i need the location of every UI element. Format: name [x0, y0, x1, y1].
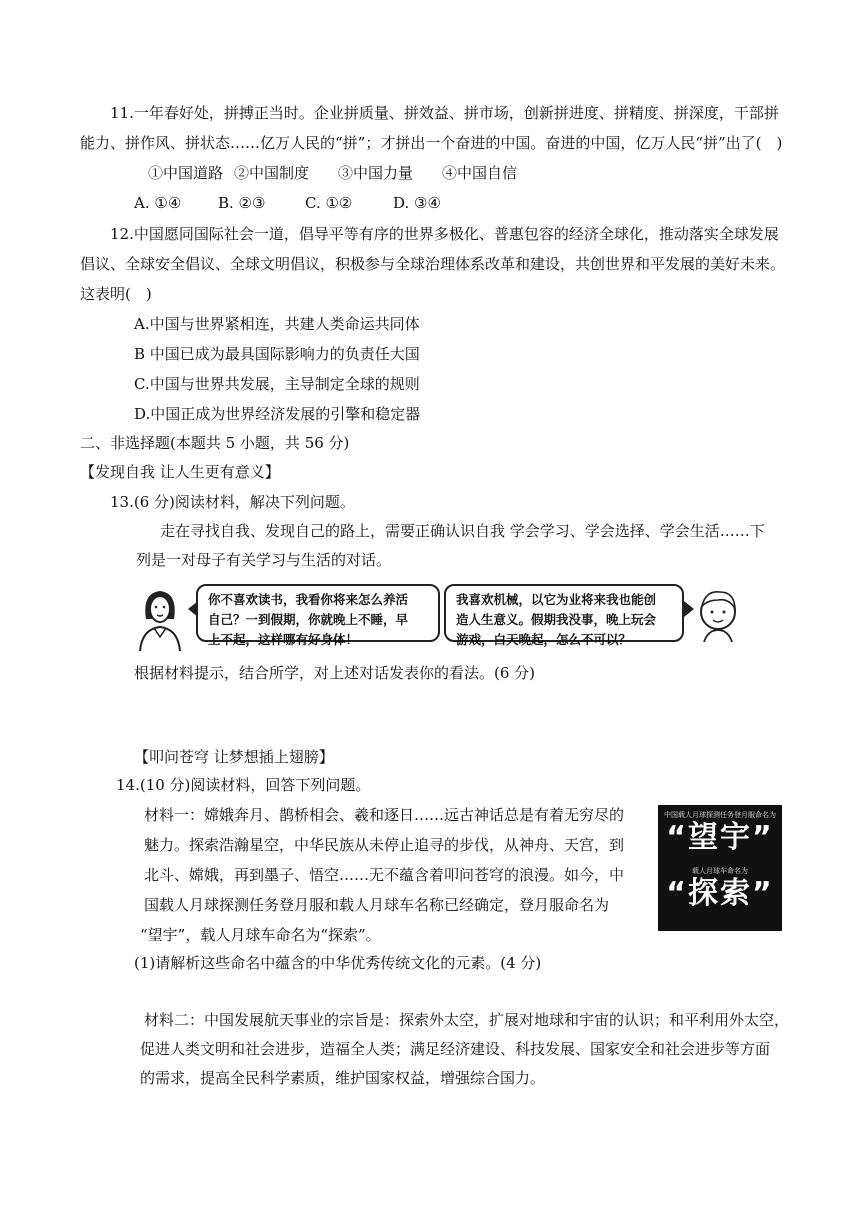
son-figure: [694, 584, 742, 644]
q11-line-2: 能力、拼作风、拼状态……亿万人民的“拼”；才拼出一个奋进的中国。奋进的中国，亿万人民“拼”出了( ): [80, 134, 783, 152]
q12-option-d: D.中国正成为世界经济发展的引擎和稳定器: [134, 405, 421, 423]
q12-line-1: 12.中国愿同国际社会一道，倡导平等有序的世界多极化、普惠包容的经济全球化，推动落实全球发展: [110, 225, 779, 243]
q14-title: 14.(10 分)阅读材料，回答下列问题。: [116, 776, 371, 794]
q11-items: [148, 163, 517, 183]
mother-line: 自己？一到假期，你就晚上不睡，早: [208, 612, 409, 627]
son-line: 造人生意义。假期我没事，晚上玩会: [456, 612, 657, 627]
q12-line-3: 这表明( ): [80, 285, 152, 303]
q14-sub-question-1: (1)请解析这些命名中蕴含的中华优秀传统文化的元素。(4 分): [134, 954, 542, 972]
poster-name-2: “探索”: [666, 876, 774, 911]
q14-material-2-line: 促进人类文明和社会进步，造福全人类；满足经济建设、科技发展、国家安全和社会进步等方面: [140, 1040, 771, 1058]
poster-name-1: “望宇”: [666, 820, 774, 855]
poster-caption-2: 载人月球车命名为: [692, 867, 748, 875]
q11-option-a: A. ①④: [134, 194, 182, 212]
q14-material-1-line: 国载人月球探测任务登月服和载人月球车名称已经确定，登月服命名为: [144, 896, 610, 914]
son-line: 游戏，白天晚起，怎么不可以？: [456, 632, 632, 647]
q11-option-d: D. ③④: [393, 194, 441, 212]
q11-item: ①中国道路: [148, 164, 224, 182]
q12-option-a: A.中国与世界紧相连，共建人类命运共同体: [134, 315, 420, 333]
q12-option-c: C.中国与世界共发展，主导制定全球的规则: [134, 375, 420, 393]
mother-figure: [136, 585, 184, 653]
q12-line-2: 倡议、全球安全倡议、全球文明倡议，积极参与全球治理体系改革和建设，共创世界和平发展的美好未来。: [80, 255, 786, 273]
q14-material-2-line: 材料二：中国发展航天事业的宗旨是：探索外太空，扩展对地球和宇宙的认识；和平利用外太空，: [144, 1011, 790, 1029]
q12-option-b: B 中国已成为最具国际影响力的负责任大国: [134, 345, 420, 363]
theme-heading-1: 【发现自我 让人生更有意义】: [80, 463, 280, 481]
theme-heading-2: 【叩问苍穹 让梦想插上翅膀】: [134, 748, 334, 766]
son-speech-bubble: [444, 584, 684, 647]
q13-para-2: 列是一对母子有关学习与生活的对话。: [136, 551, 392, 569]
q11-line-1: 11.一年春好处，拼搏正当时。企业拼质量、拼效益、拼市场，创新拼进度、拼精度、拼深度，干部拼: [110, 104, 779, 122]
mother-line: 上不起，这样哪有好身体！: [208, 632, 359, 647]
q11-option-c: C. ①②: [305, 194, 353, 212]
mother-speech-bubble: [196, 584, 440, 647]
section-heading: 二、非选择题(本题共 5 小题，共 56 分): [80, 434, 350, 452]
q13-title: 13.(6 分)阅读材料，解决下列问题。: [110, 493, 355, 511]
q14-material-1-line: 北斗、嫦娥，再到墨子、悟空……无不蕴含着叩问苍穹的浪漫。如今，中: [144, 866, 625, 884]
son-line: 我喜欢机械，以它为业将来我也能创: [456, 592, 657, 607]
q11-item: ②中国制度: [234, 164, 310, 182]
q11-options: [134, 193, 441, 213]
q13-question: 根据材料提示，结合所学，对上述对话发表你的看法。(6 分): [134, 664, 536, 682]
q14-material-1-line: 材料一：嫦娥奔月、鹊桥相会、羲和逐日……远古神话总是有着无穷尽的: [144, 806, 625, 824]
q14-material-2-line: 的需求，提高全民科学素质，维护国家权益，增强综合国力。: [140, 1069, 546, 1087]
poster-caption-1: 中国载人月球探测任务登月服命名为: [664, 811, 776, 819]
naming-poster: [658, 805, 782, 931]
q14-material-1-line: 魅力。探索浩瀚星空，中华民族从未停止追寻的步伐，从神舟、天宫，到: [144, 836, 625, 854]
q14-material-1-line: “望宇”，载人月球车命名为“探索”。: [140, 926, 381, 944]
son-bubble-tail: [684, 601, 694, 617]
q11-option-b: B. ②③: [218, 194, 266, 212]
q11-item: ③中国力量: [338, 164, 414, 182]
q11-item: ④中国自信: [442, 164, 518, 182]
mother-line: 你不喜欢读书，我看你将来怎么养活: [208, 592, 409, 607]
q13-para-1: 走在寻找自我、发现自己的路上，需要正确认识自我 学会学习、学会选择、学会生活……下: [160, 522, 765, 540]
